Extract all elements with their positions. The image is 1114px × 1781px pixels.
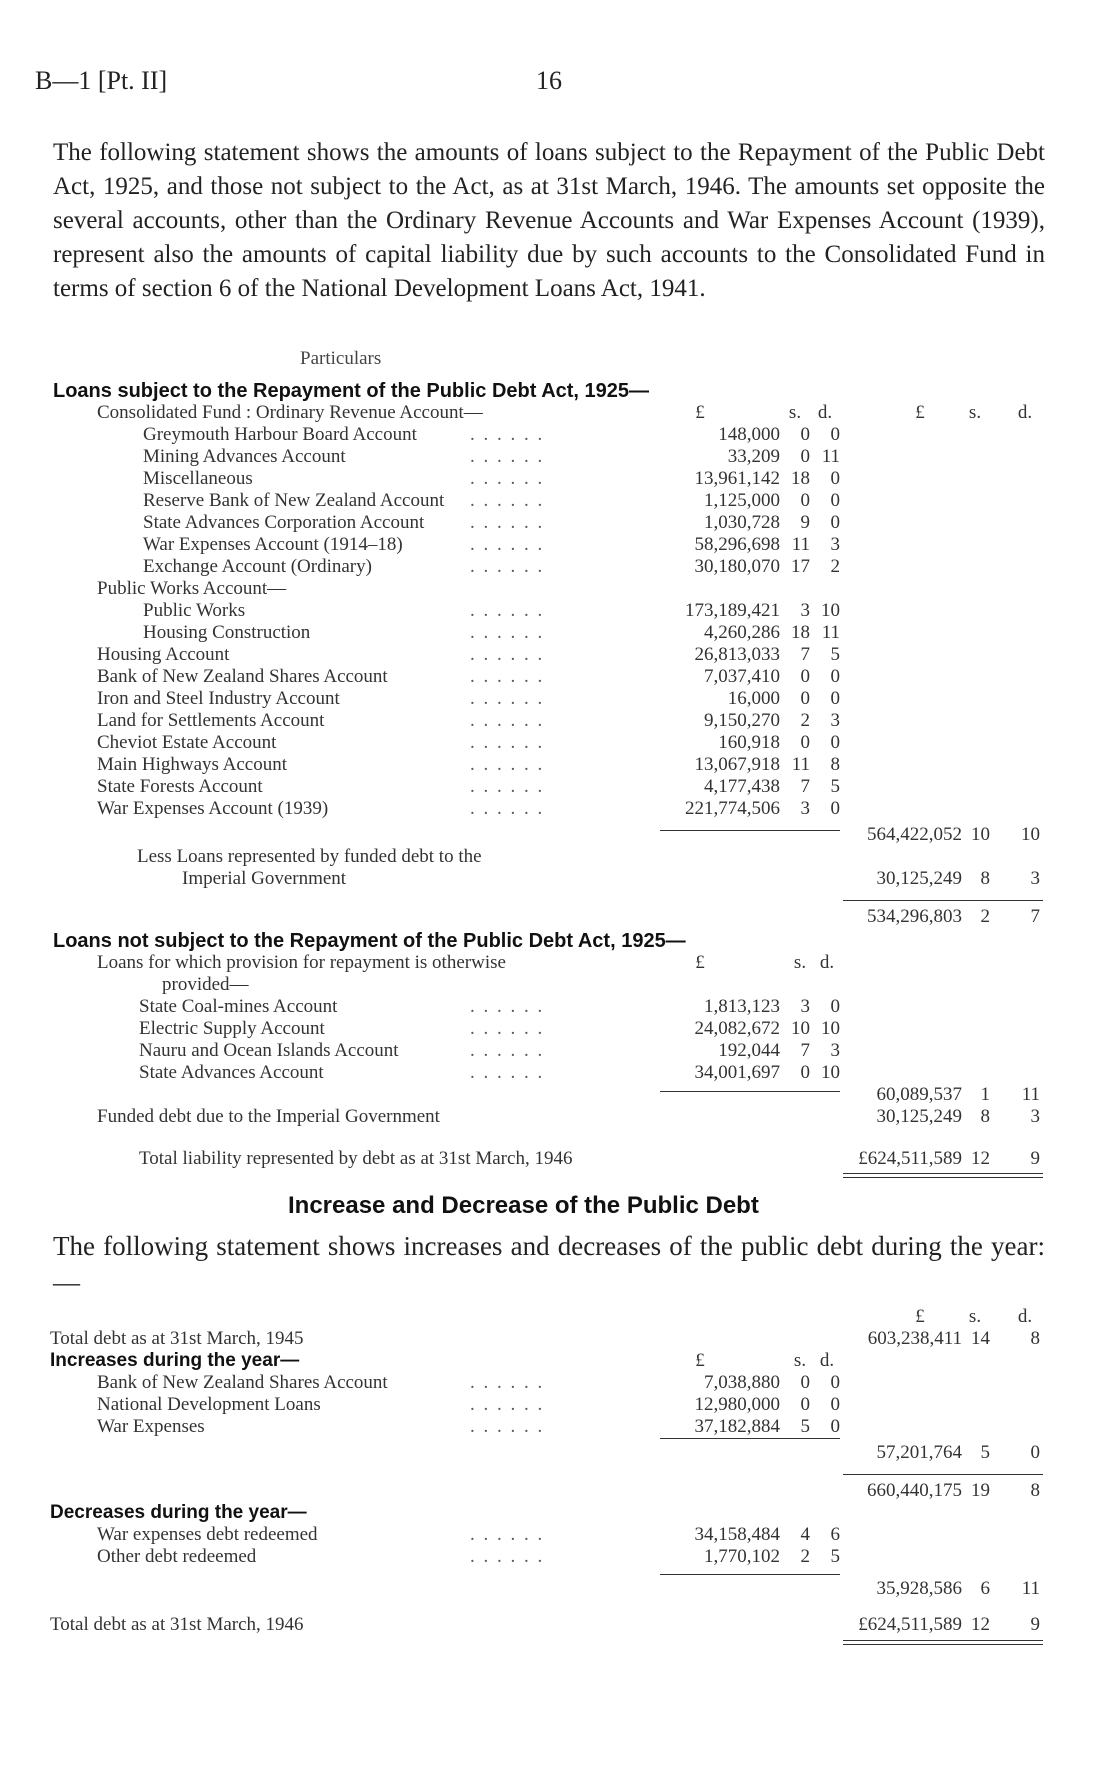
amount-pounds: 34,158,484 — [694, 1524, 780, 1545]
amount-pence: 11 — [821, 622, 840, 643]
leader-dots: . . . . . . — [470, 468, 545, 489]
combined-row — [0, 1480, 1114, 1502]
amount-pounds: 57,201,764 — [876, 1442, 962, 1463]
increases-label: Increases during the year— — [50, 1350, 300, 1371]
amount-pence: 0 — [830, 424, 840, 445]
subject-subtotal-row — [0, 824, 1114, 846]
combined-rule — [843, 1474, 1043, 1475]
amount-pounds: 35,928,586 — [876, 1578, 962, 1599]
amount-shillings: 8 — [980, 1106, 990, 1127]
amount-shillings: 8 — [980, 868, 990, 889]
leader-dots: . . . . . . — [470, 666, 545, 687]
closing-double-rule — [843, 1640, 1043, 1645]
amount-shillings: 19 — [971, 1480, 990, 1501]
account-row — [0, 644, 1114, 666]
row-label: National Development Loans — [97, 1394, 321, 1415]
amount-pounds: 37,182,884 — [694, 1416, 780, 1437]
amount-shillings: 0 — [800, 490, 810, 511]
amount-pounds: 9,150,270 — [704, 710, 780, 731]
amount-shillings: 2 — [980, 906, 990, 927]
amount-pounds: 4,260,286 — [704, 622, 780, 643]
row-label: Bank of New Zealand Shares Account — [97, 666, 388, 687]
amount-shillings: 0 — [800, 1062, 810, 1083]
leader-dots: . . . . . . — [470, 776, 545, 797]
amount-shillings: 0 — [800, 446, 810, 467]
account-row — [0, 710, 1114, 732]
amount-pence: 5 — [830, 776, 840, 797]
leader-dots: . . . . . . — [470, 1394, 545, 1415]
amount-pounds: 192,044 — [718, 1040, 780, 1061]
amount-pounds: 12,980,000 — [694, 1394, 780, 1415]
row-label: Land for Settlements Account — [97, 710, 325, 731]
total-double-rule — [843, 1173, 1043, 1178]
amount-pence: 10 — [821, 600, 840, 621]
unit-pound-total: £ — [915, 402, 925, 423]
leader-dots: . . . . . . — [470, 644, 545, 665]
row-label: State Forests Account — [97, 776, 263, 797]
amount-pounds: 58,296,698 — [694, 534, 780, 555]
unit-pence-total: d. — [1017, 402, 1033, 423]
unit-shillings-total: s. — [968, 402, 982, 423]
amount-shillings: 7 — [800, 776, 810, 797]
row-label: State Coal-mines Account — [139, 996, 338, 1017]
leader-dots: . . . . . . — [470, 754, 545, 775]
leader-dots: . . . . . . — [470, 556, 545, 577]
amount-shillings: 2 — [800, 710, 810, 731]
consolidated-row — [0, 512, 1114, 534]
row-label: Miscellaneous — [143, 468, 253, 489]
amount-pence: 10 — [1021, 824, 1040, 845]
amount-pence: 2 — [830, 556, 840, 577]
amount-pence: 8 — [830, 754, 840, 775]
row-label: Housing Construction — [143, 622, 311, 643]
amount-pounds: £624,511,589 — [858, 1614, 962, 1635]
amount-pence: 0 — [830, 468, 840, 489]
leader-dots: . . . . . . — [470, 996, 545, 1017]
section2-intro: The following statement shows increases and decreases of the public debt during the year:— — [53, 1231, 1045, 1297]
amount-pounds: 4,177,438 — [704, 776, 780, 797]
closing-row — [0, 1614, 1114, 1636]
not-subject-row — [0, 1018, 1114, 1040]
amount-pence: 0 — [830, 1372, 840, 1393]
leader-dots: . . . . . . — [470, 688, 545, 709]
amount-pence: 8 — [1030, 1480, 1040, 1501]
amount-shillings: 18 — [791, 622, 810, 643]
amount-pounds: 1,813,123 — [704, 996, 780, 1017]
amount-shillings: 10 — [971, 824, 990, 845]
amount-shillings: 18 — [791, 468, 810, 489]
leader-dots: . . . . . . — [470, 1524, 545, 1545]
amount-pounds: 13,961,142 — [694, 468, 780, 489]
row-label: Exchange Account (Ordinary) — [143, 556, 372, 577]
amount-shillings: 6 — [980, 1578, 990, 1599]
leader-dots: . . . . . . — [470, 446, 545, 467]
not-subject-subtotal-row — [0, 1084, 1114, 1106]
amount-pence: 10 — [821, 1018, 840, 1039]
amount-shillings: 1 — [980, 1084, 990, 1105]
provision-label-row — [0, 974, 1114, 996]
amount-pounds: 160,918 — [718, 732, 780, 753]
row-label: Other debt redeemed — [97, 1546, 257, 1567]
amount-pence: 9 — [1030, 1614, 1040, 1635]
amount-pence: 3 — [830, 534, 840, 555]
increase-row — [0, 1416, 1114, 1438]
amount-pence: 0 — [830, 732, 840, 753]
row-label: Public Works Account— — [97, 578, 287, 599]
amount-pounds: 564,422,052 — [867, 824, 962, 845]
amount-pence: 0 — [830, 996, 840, 1017]
amount-pence: 0 — [830, 512, 840, 533]
funded-row — [0, 1106, 1114, 1128]
increase-row — [0, 1394, 1114, 1416]
row-label: Less Loans represented by funded debt to the — [137, 846, 482, 867]
row-label: State Advances Account — [139, 1062, 324, 1083]
subject-heading: Loans subject to the Repayment of the Public Debt Act, 1925— — [53, 380, 650, 402]
leader-dots: . . . . . . — [470, 490, 545, 511]
row-label: Electric Supply Account — [139, 1018, 325, 1039]
leader-dots: . . . . . . — [470, 732, 545, 753]
amount-shillings: 12 — [971, 1148, 990, 1169]
amount-pence: 3 — [830, 1040, 840, 1061]
amount-pounds: 33,209 — [727, 446, 780, 467]
amount-pence: 9 — [1030, 1148, 1040, 1169]
particulars-caption: Particulars — [300, 348, 382, 369]
row-label: Reserve Bank of New Zealand Account — [143, 490, 445, 511]
unit-pound: £ — [695, 952, 705, 973]
leader-dots: . . . . . . — [470, 534, 545, 555]
unit-pound: £ — [695, 402, 705, 423]
provision-label-row — [0, 952, 1114, 974]
leader-dots: . . . . . . — [470, 1416, 545, 1437]
row-label: Public Works — [143, 600, 246, 621]
row-label: provided— — [162, 974, 249, 995]
account-row — [0, 732, 1114, 754]
amount-pounds: 1,030,728 — [704, 512, 780, 533]
amount-pence: 5 — [830, 644, 840, 665]
amount-pounds: 30,180,070 — [694, 556, 780, 577]
amount-pence: 3 — [1030, 868, 1040, 889]
amount-shillings: 10 — [791, 1018, 810, 1039]
amount-shillings: 7 — [800, 1040, 810, 1061]
consolidated-row — [0, 556, 1114, 578]
amount-shillings: 0 — [800, 1394, 810, 1415]
amount-pence: 11 — [821, 446, 840, 467]
amount-pence: 0 — [830, 798, 840, 819]
amount-pence: 8 — [1030, 1328, 1040, 1349]
amount-pounds: 24,082,672 — [694, 1018, 780, 1039]
consolidated-row — [0, 490, 1114, 512]
amount-pounds: 7,038,880 — [704, 1372, 780, 1393]
leader-dots: . . . . . . — [470, 798, 545, 819]
unit-pence-total: d. — [1017, 1306, 1033, 1327]
row-label: War expenses debt redeemed — [97, 1524, 318, 1545]
units-row — [0, 1306, 1114, 1328]
subject-net-row — [0, 906, 1114, 928]
increases-total-row — [0, 1442, 1114, 1464]
amount-pence: 0 — [830, 490, 840, 511]
leader-dots: . . . . . . — [470, 1018, 545, 1039]
account-row — [0, 688, 1114, 710]
less-label-row — [0, 846, 1114, 868]
amount-shillings: 17 — [791, 556, 810, 577]
amount-pounds: 1,770,102 — [704, 1546, 780, 1567]
leader-dots: . . . . . . — [470, 1040, 545, 1061]
leader-dots: . . . . . . — [470, 1546, 545, 1567]
amount-pounds: £624,511,589 — [858, 1148, 962, 1169]
amount-pounds: 660,440,175 — [867, 1480, 962, 1501]
unit-pence: d. — [819, 952, 835, 973]
unit-shillings: s. — [793, 952, 807, 973]
row-label: War Expenses Account (1914–18) — [143, 534, 403, 555]
account-row — [0, 798, 1114, 820]
amount-pounds: 16,000 — [727, 688, 780, 709]
row-label: State Advances Corporation Account — [143, 512, 425, 533]
leader-dots: . . . . . . — [470, 424, 545, 445]
amount-shillings: 11 — [791, 754, 810, 775]
amount-pounds: 13,067,918 — [694, 754, 780, 775]
row-label: War Expenses Account (1939) — [97, 798, 329, 819]
row-label: Loans for which provision for repayment is otherwise — [97, 952, 506, 973]
amount-pence: 6 — [830, 1524, 840, 1545]
increase-row — [0, 1372, 1114, 1394]
amount-shillings: 0 — [800, 424, 810, 445]
account-row — [0, 666, 1114, 688]
section2-title: Increase and Decrease of the Public Debt — [288, 1192, 759, 1219]
amount-pounds: 603,238,411 — [867, 1328, 962, 1349]
public-works-row — [0, 622, 1114, 644]
amount-pence: 3 — [830, 710, 840, 731]
amount-shillings: 5 — [980, 1442, 990, 1463]
amount-pounds: 1,125,000 — [704, 490, 780, 511]
decrease-row — [0, 1524, 1114, 1546]
amount-shillings: 2 — [800, 1546, 810, 1567]
page-number: 16 — [536, 66, 562, 95]
row-label: Housing Account — [97, 644, 230, 665]
not-subject-row — [0, 1040, 1114, 1062]
decrease-row — [0, 1546, 1114, 1568]
leader-dots: . . . . . . — [470, 710, 545, 731]
not-subject-row — [0, 1062, 1114, 1084]
amount-pence: 10 — [821, 1062, 840, 1083]
row-label: Total liability represented by debt as at 31st March, 1946 — [139, 1148, 573, 1169]
amount-shillings: 11 — [791, 534, 810, 555]
amount-pounds: 30,125,249 — [876, 868, 962, 889]
subtotal-rule — [660, 1438, 840, 1439]
row-label: Greymouth Harbour Board Account — [143, 424, 417, 445]
document-reference: B—1 [Pt. II] — [35, 66, 168, 95]
amount-pence: 11 — [1021, 1084, 1040, 1105]
unit-shillings: s. — [788, 402, 802, 423]
not-subject-row — [0, 996, 1114, 1018]
amount-shillings: 7 — [800, 644, 810, 665]
not-subject-heading: Loans not subject to the Repayment of the Public Debt Act, 1925— — [53, 930, 686, 952]
row-label: Funded debt due to the Imperial Government — [97, 1106, 440, 1127]
unit-pound-total: £ — [915, 1306, 925, 1327]
amount-pounds: 60,089,537 — [876, 1084, 962, 1105]
consolidated-row — [0, 534, 1114, 556]
amount-pounds: 34,001,697 — [694, 1062, 780, 1083]
amount-pence: 0 — [830, 688, 840, 709]
amount-shillings: 12 — [971, 1614, 990, 1635]
amount-shillings: 9 — [800, 512, 810, 533]
decreases-label: Decreases during the year— — [50, 1502, 307, 1523]
amount-pounds: 221,774,506 — [685, 798, 780, 819]
consolidated-row — [0, 468, 1114, 490]
leader-dots: . . . . . . — [470, 512, 545, 533]
amount-pence: 0 — [830, 1416, 840, 1437]
row-label: War Expenses — [97, 1416, 205, 1437]
amount-pence: 3 — [1030, 1106, 1040, 1127]
leader-dots: . . . . . . — [470, 600, 545, 621]
amount-pounds: 534,296,803 — [867, 906, 962, 927]
amount-shillings: 4 — [800, 1524, 810, 1545]
amount-pence: 7 — [1030, 906, 1040, 927]
amount-pence: 11 — [1021, 1578, 1040, 1599]
row-label: Total debt as at 31st March, 1946 — [50, 1614, 304, 1635]
amount-pence: 5 — [830, 1546, 840, 1567]
consolidated-row — [0, 446, 1114, 468]
account-row — [0, 776, 1114, 798]
amount-shillings: 0 — [800, 688, 810, 709]
row-label: Iron and Steel Industry Account — [97, 688, 340, 709]
unit-pence: d. — [817, 402, 833, 423]
amount-shillings: 3 — [800, 996, 810, 1017]
increases-heading-row — [0, 1350, 1114, 1372]
row-label: Imperial Government — [182, 868, 347, 889]
subtotal-rule — [660, 1574, 840, 1575]
row-label: Total debt as at 31st March, 1945 — [50, 1328, 304, 1349]
public-works-row — [0, 600, 1114, 622]
row-label: Cheviot Estate Account — [97, 732, 277, 753]
total-liability-row — [0, 1148, 1114, 1170]
account-row — [0, 754, 1114, 776]
amount-shillings: 0 — [800, 666, 810, 687]
amount-pounds: 148,000 — [718, 424, 780, 445]
opening-row — [0, 1328, 1114, 1350]
amount-pence: 0 — [830, 1394, 840, 1415]
leader-dots: . . . . . . — [470, 622, 545, 643]
row-label: Main Highways Account — [97, 754, 287, 775]
unit-pence: d. — [819, 1350, 835, 1371]
amount-shillings: 3 — [800, 798, 810, 819]
public-works-label — [0, 578, 1114, 600]
leader-dots: . . . . . . — [470, 1372, 545, 1393]
amount-shillings: 0 — [800, 1372, 810, 1393]
row-label: Nauru and Ocean Islands Account — [139, 1040, 399, 1061]
amount-pounds: 26,813,033 — [694, 644, 780, 665]
net-rule — [843, 900, 1043, 901]
consolidated-row — [0, 424, 1114, 446]
decreases-total-row — [0, 1578, 1114, 1600]
unit-pound: £ — [695, 1350, 705, 1371]
amount-shillings: 3 — [800, 600, 810, 621]
unit-shillings: s. — [793, 1350, 807, 1371]
row-label: Mining Advances Account — [143, 446, 346, 467]
amount-pounds: 7,037,410 — [704, 666, 780, 687]
leader-dots: . . . . . . — [470, 1062, 545, 1083]
amount-pence: 0 — [830, 666, 840, 687]
intro-paragraph: The following statement shows the amounts of loans subject to the Repayment of the Public Debt Act, 1925, and those not subject to the Act, as at 31st March, 1946. The amounts set opposite the several accounts, other than the Ordinary Revenue Accounts and War Expenses Account (1939), represent also the amounts of capital liability due by such accounts to the Consolidated Fund in terms of section 6 of the National Development Loans Act, 1941. — [53, 139, 1045, 302]
row-label: Bank of New Zealand Shares Account — [97, 1372, 388, 1393]
decreases-heading-row — [0, 1502, 1114, 1524]
amount-pounds: 30,125,249 — [876, 1106, 962, 1127]
amount-shillings: 14 — [971, 1328, 990, 1349]
amount-pence: 0 — [1030, 1442, 1040, 1463]
amount-shillings: 0 — [800, 732, 810, 753]
less-row — [0, 868, 1114, 890]
amount-shillings: 5 — [800, 1416, 810, 1437]
amount-pounds: 173,189,421 — [685, 600, 780, 621]
unit-shillings-total: s. — [968, 1306, 982, 1327]
